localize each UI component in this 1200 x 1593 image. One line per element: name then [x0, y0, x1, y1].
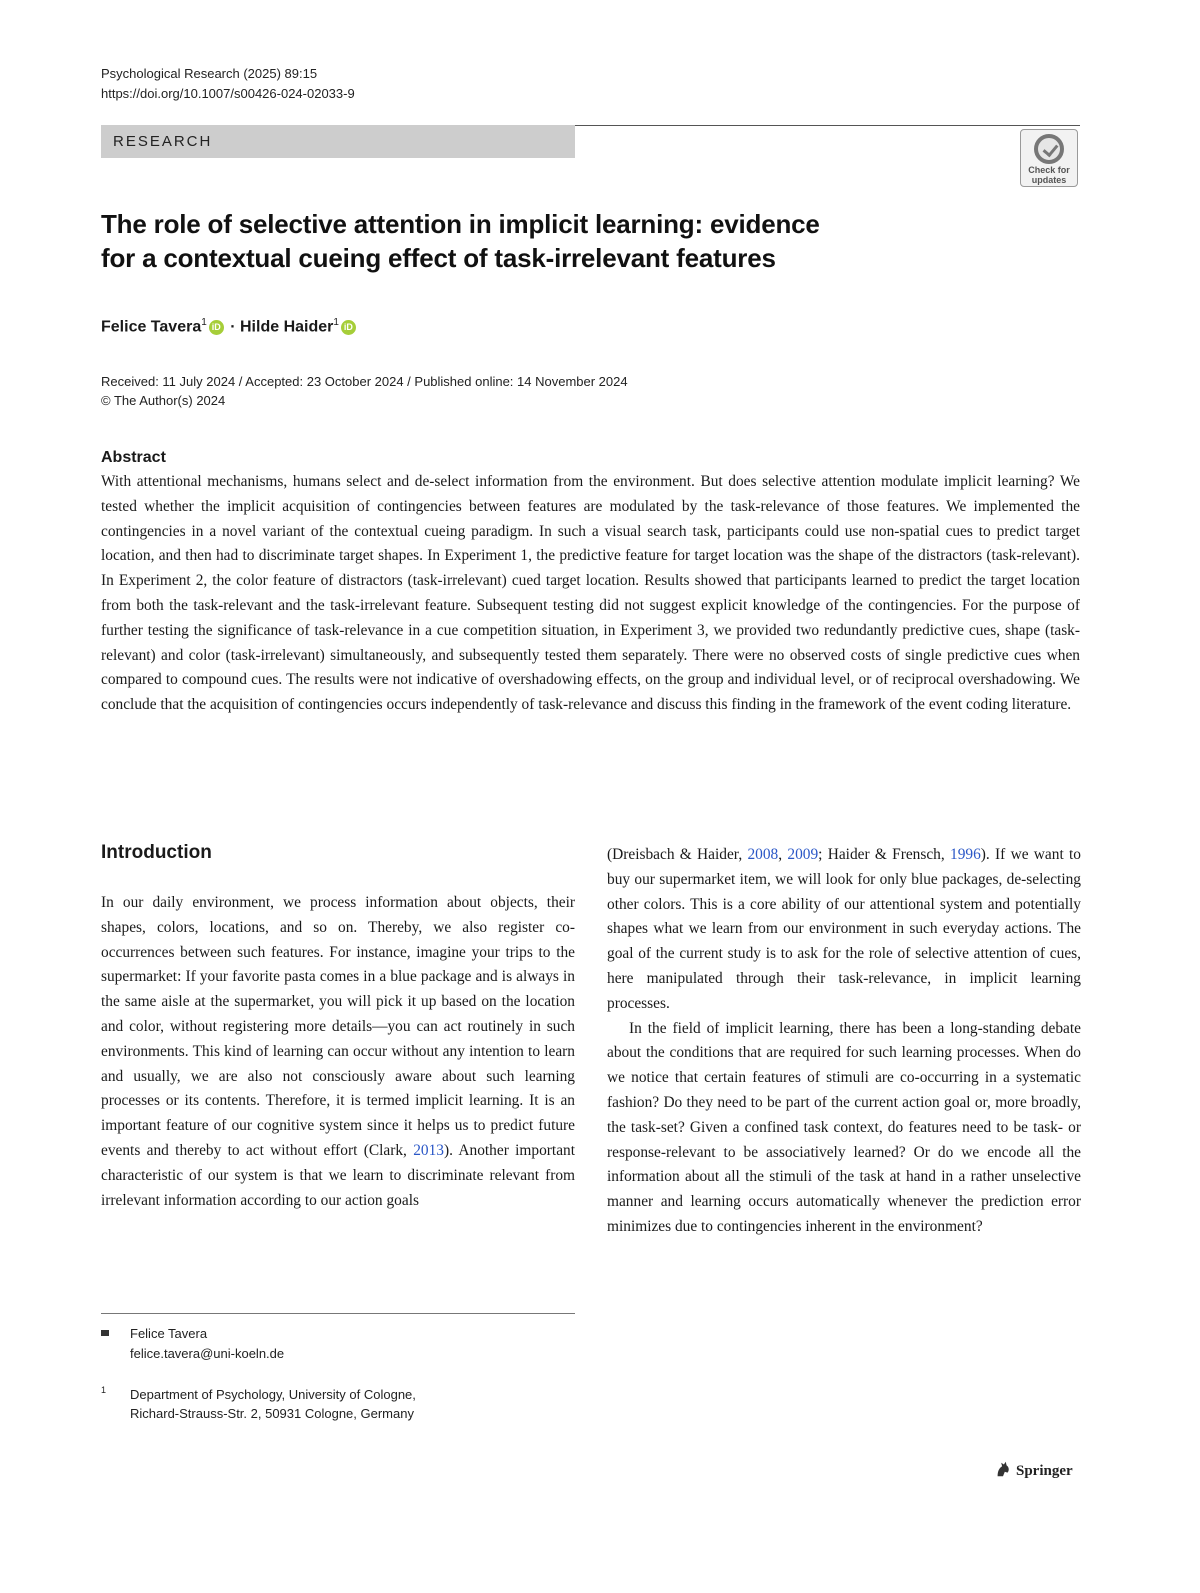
- header-rule: [575, 125, 1080, 126]
- abstract-text: With attentional mechanisms, humans select and de-select information from the environment. But does selective attention modulate implicit learning? We tested whether the implicit acquisition of contingencies between features are modulated by the task-relevance of those features. We implemented the contingencies in a novel variant of the contextual cueing paradigm. In such a visual search task, participants could use non-spatial cues to predict target location, and then had to discriminate target shapes. In Experiment 1, the predictive feature for target location was the shape of the distractors (task-relevant). In Experiment 2, the color feature of distractors (task-irrelevant) cued target location. Results showed that participants learned to predict the target location from both the task-relevant and the task-irrelevant feature. Subsequent testing did not suggest explicit knowledge of the contingencies. For the purpose of further testing the significance of task-relevance in a cue competition situation, in Experiment 3, we provided two redundantly predictive cues, shape (task-relevant) and color (task-irrelevant) simultaneously, and subsequently tested them separately. There were no observed costs of single predictive cues when compared to compound cues. The results were not indicative of overshadowing effects, on the group and individual level, or of reciprocal overshadowing. We conclude that the acquisition of contingencies occurs independently of task-relevance and discuss this finding in the framework of the event coding literature.: [101, 473, 1080, 714]
- affiliation-line-2: Richard-Strauss-Str. 2, 50931 Cologne, Germany: [130, 1406, 414, 1421]
- affiliation: [130, 1385, 416, 1423]
- section-band: RESEARCH: [101, 125, 575, 158]
- intro-text: ,: [778, 846, 788, 863]
- corresponding-email[interactable]: felice.tavera@uni-koeln.de: [130, 1346, 285, 1361]
- citation-link[interactable]: 1996: [950, 846, 981, 863]
- title-line-2: for a contextual cueing effect of task-irrelevant features: [101, 243, 776, 273]
- article-dates: [101, 372, 628, 410]
- journal-citation: Psychological Research (2025) 89:15: [101, 66, 318, 81]
- affiliation-number: 1: [101, 1385, 107, 1395]
- author-2[interactable]: Hilde Haider: [240, 318, 334, 336]
- springer-horse-icon: [994, 1460, 1012, 1478]
- article-title: [101, 207, 1001, 275]
- check-for-updates-icon: [1034, 134, 1064, 164]
- orcid-icon[interactable]: iD: [341, 320, 356, 335]
- right-column: [607, 843, 1081, 1240]
- copyright: © The Author(s) 2024: [101, 393, 226, 408]
- abstract-heading: Abstract: [101, 449, 166, 466]
- intro-paragraph-2: In the field of implicit learning, there has been a long-standing debate about the conditions that are required for such learning processes. When do we notice that certain features of stimuli are co-occurring in a systematic fashion? Do they need to be part of the current action goal or, more broadly, the task-set? Given a confined task context, do features need to be task- or response-relevant to be associatively learned? Or do we encode all the information about all the stimuli of the task at hand in a rather unselective manner and learning occurs automatically whenever the prediction error minimizes due to contingencies inherent in the environment?: [607, 1019, 1081, 1235]
- citation-link[interactable]: 2013: [413, 1141, 444, 1159]
- intro-text: ; Haider & Frensch,: [818, 846, 950, 863]
- intro-text: In our daily environment, we process information about objects, their shapes, colors, locations, and so on. Thereby, we also register co-occurrences between such features. For instance, imagine your trips to the supermarket: If your favorite pasta comes in a blue package and is always in the same aisle at the supermarket, you will pick it up based on the location and color, without registering more details—you can act routinely in such environments. This kind of learning can occur without any intention to learn and usually, we are also not consciously aware about such learning processes or its contents. Therefore, it is termed implicit learning. It is an important feature of our cognitive system since it helps us to predict future events and thereby to act without effort (Clark,: [101, 894, 575, 1159]
- author-1[interactable]: Felice Tavera: [101, 318, 202, 336]
- intro-text: (Dreisbach & Haider,: [607, 846, 748, 863]
- envelope-icon: [101, 1330, 109, 1336]
- check-badge-line1: Check for: [1028, 165, 1070, 175]
- corresponding-author: Felice Tavera: [130, 1326, 208, 1341]
- intro-paragraph-1-cont: [607, 843, 1081, 1017]
- author-list: [101, 311, 358, 339]
- title-line-1: The role of selective attention in implicit learning: evidence: [101, 209, 820, 239]
- intro-text: ). If we want to buy our supermarket item, we will look for only blue packages, de-selecting other colors. This is a core ability of our attentional system and potentially shapes what we learn from our environment in such everyday actions. The goal of the current study is to ask for the role of selective attention of cues, here manipulated through their task-relevance, in implicit learning processes.: [607, 846, 1081, 1012]
- intro-text: ). Another important characteristic of our system is that we learn to discriminate relevant from irrelevant information according to our action goals: [101, 1141, 575, 1209]
- footnote-rule: [101, 1313, 575, 1314]
- publication-history: Received: 11 July 2024 / Accepted: 23 October 2024 / Published online: 14 November 2024: [101, 374, 628, 389]
- orcid-icon[interactable]: iD: [209, 320, 224, 335]
- check-badge-line2: updates: [1031, 175, 1067, 185]
- intro-paragraph-1: [101, 891, 575, 1213]
- author-separator: ·: [225, 318, 240, 336]
- citation-link[interactable]: 2009: [787, 846, 819, 863]
- citation-link[interactable]: 2008: [747, 846, 779, 863]
- author-2-affil: 1: [333, 317, 339, 328]
- publisher-name: Springer: [1016, 1463, 1073, 1479]
- author-1-affil: 1: [201, 317, 207, 328]
- left-column: [101, 891, 575, 1213]
- doi-link[interactable]: https://doi.org/10.1007/s00426-024-02033-9: [101, 86, 355, 101]
- affiliation-line-1: Department of Psychology, University of Cologne,: [130, 1387, 416, 1402]
- introduction-heading: Introduction: [101, 842, 212, 863]
- publisher-logo: [994, 1460, 1073, 1480]
- check-for-updates-badge[interactable]: [1020, 129, 1078, 187]
